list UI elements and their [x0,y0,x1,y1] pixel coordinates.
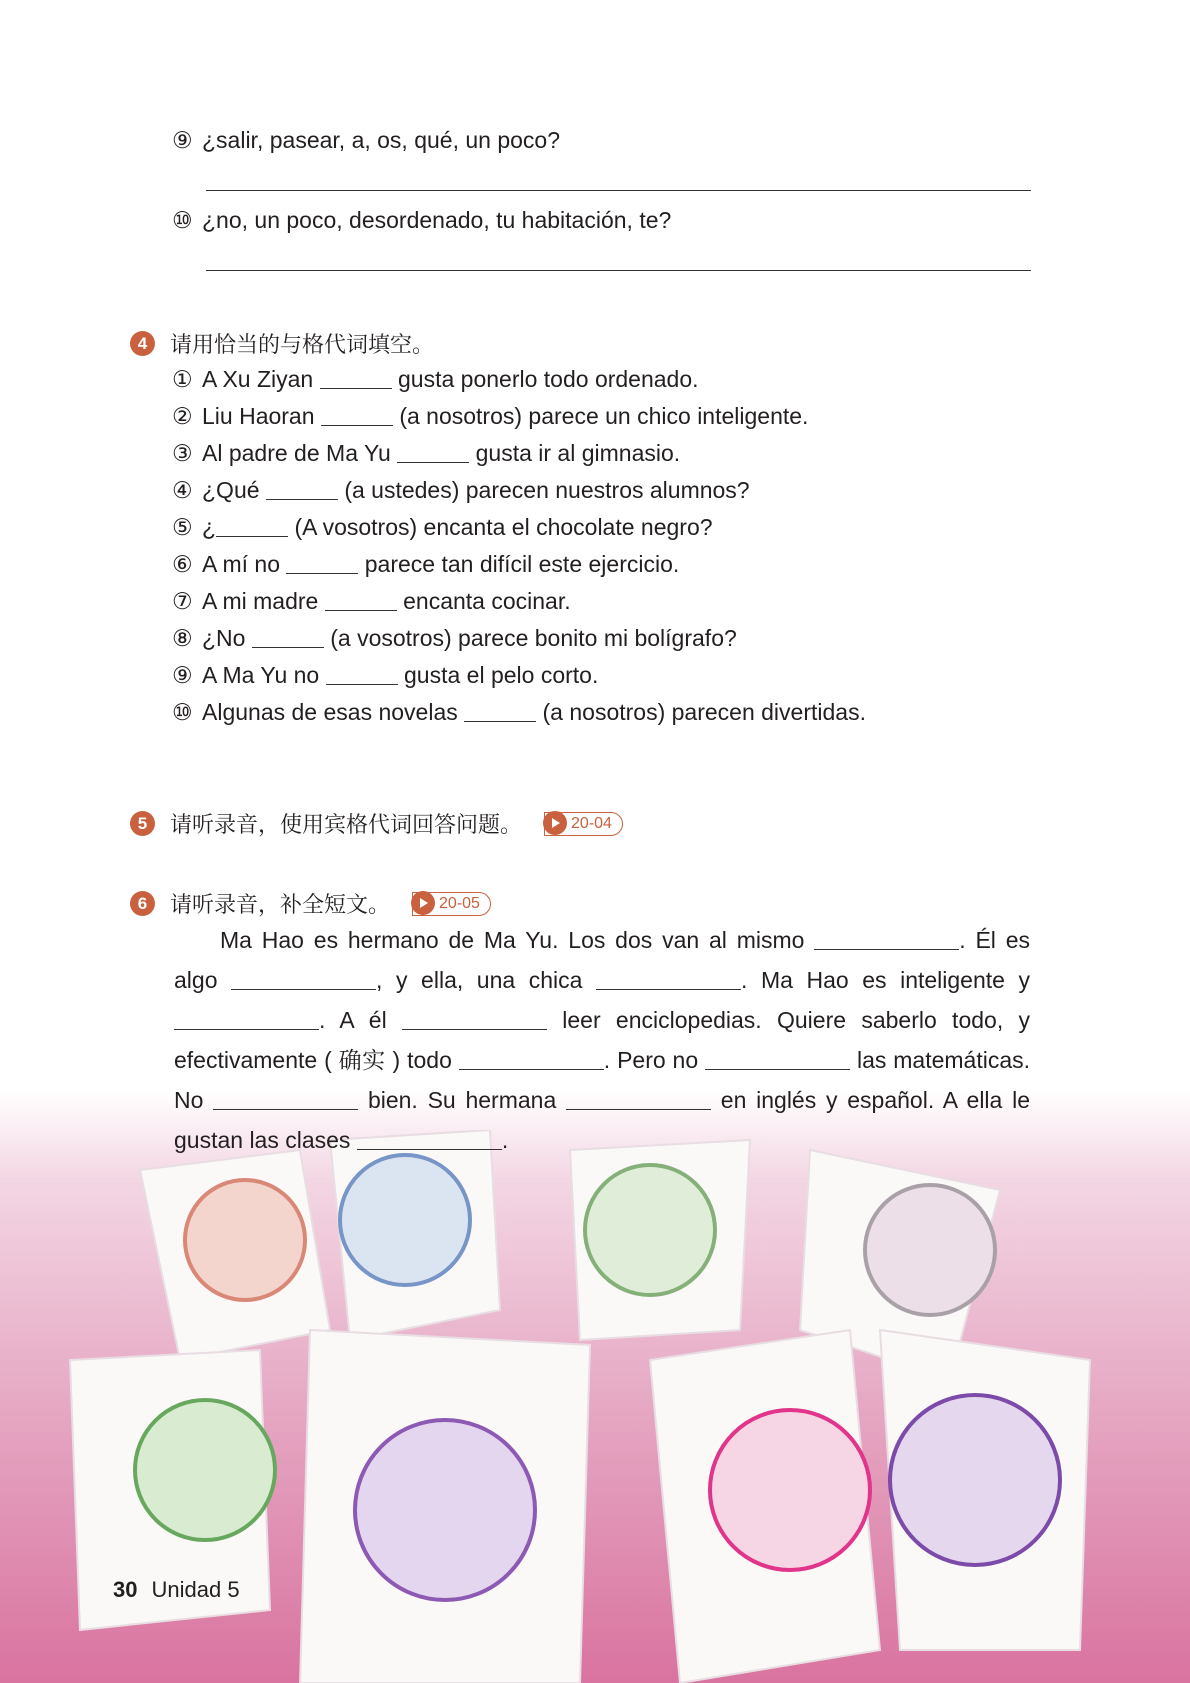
exercise-item [172,472,866,509]
item-number: ④ [172,477,193,503]
fill-in-blank[interactable] [321,402,393,426]
cloze-paragraph [174,920,1030,1160]
paragraph-text: . Ma Hao es inteligente y [741,967,1031,993]
exercise-item [172,398,866,435]
item-text-after: (a ustedes) parecen nuestros alumnos? [344,477,750,503]
fill-in-blank[interactable] [814,926,959,950]
item-text-before: A Xu Ziyan [202,366,314,392]
item-text-before: A mi madre [202,588,319,614]
fill-in-blank[interactable] [266,476,338,500]
item-text-before: ¿ [202,514,217,540]
answer-line[interactable] [206,190,1031,191]
item-number: ③ [172,440,193,466]
exercise-item [172,583,866,620]
fill-in-blank[interactable] [213,1086,358,1110]
fill-in-blank[interactable] [231,966,376,990]
item-number: ⑤ [172,514,193,540]
item-number: ⑦ [172,588,193,614]
fill-in-blank[interactable] [320,365,392,389]
exercise-item [172,694,866,731]
fill-in-blank[interactable] [566,1086,711,1110]
item-number: ② [172,403,193,429]
item-text-after: (A vosotros) encanta el chocolate negro? [294,514,713,540]
page-footer [113,1577,240,1603]
ex3-item-9 [172,122,560,159]
audio-track-button[interactable] [544,812,623,836]
fill-in-blank[interactable] [357,1126,502,1150]
paragraph-text: , y ella, una chica [376,967,583,993]
play-icon [543,811,567,835]
item-text-after: gusta ponerlo todo ordenado. [398,366,699,392]
fill-in-blank[interactable] [216,513,288,537]
fill-in-blank[interactable] [464,698,536,722]
fill-in-blank[interactable] [286,550,358,574]
exercise-item [172,546,866,583]
paragraph-text: . Él es algo [174,927,1031,993]
item-text-after: gusta el pelo corto. [404,662,599,688]
paragraph-text: . A él [319,1007,387,1033]
exercise-4-heading [130,328,434,359]
play-icon [411,891,435,915]
paragraph-text: . [501,1127,509,1153]
fill-in-blank[interactable] [325,587,397,611]
item-text-after: encanta cocinar. [403,588,571,614]
item-text-after: (a vosotros) parece bonito mi bolígrafo? [330,625,737,651]
item-number: ⑨ [172,662,193,688]
exercise-item [172,509,866,546]
item-text: ¿salir, pasear, a, os, qué, un poco? [202,127,561,153]
exercise-instruction: 请用恰当的与格代词填空。 [170,332,435,357]
audio-track-label: 20-04 [571,814,612,832]
item-number: ⑧ [172,625,193,651]
item-text-after: (a nosotros) parece un chico inteligente. [399,403,809,429]
exercise-item [172,620,866,657]
fill-in-blank[interactable] [402,1006,547,1030]
item-number: ① [172,366,193,392]
item-number: ⑨ [172,127,193,153]
item-text-after: parece tan difícil este ejercicio. [364,551,680,577]
page-number: 30 [113,1577,138,1602]
paragraph-text: las matemáticas. No [174,1047,1031,1113]
exercise-number-badge: 5 [130,811,155,836]
item-text: ¿no, un poco, desordenado, tu habitación, te? [202,207,672,233]
item-number: ⑩ [172,207,193,233]
exercise-4-items [172,361,866,731]
paragraph-text: bien. Su hermana [367,1087,557,1113]
fill-in-blank[interactable] [459,1046,604,1070]
fill-in-blank[interactable] [705,1046,850,1070]
item-text-before: Liu Haoran [202,403,315,429]
audio-track-label: 20-05 [439,894,480,912]
ex3-item-10 [172,202,671,239]
exercise-number-badge: 6 [130,891,155,916]
item-text-before: ¿No [202,625,246,651]
item-text-after: (a nosotros) parecen divertidas. [542,699,866,725]
fill-in-blank[interactable] [326,661,398,685]
paragraph-text: Ma Hao es hermano de Ma Yu. Los dos van al mismo [220,927,805,953]
exercise-item [172,657,866,694]
fill-in-blank[interactable] [397,439,469,463]
item-text-after: gusta ir al gimnasio. [475,440,681,466]
answer-line[interactable] [206,270,1031,271]
unit-label: Unidad 5 [151,1577,240,1602]
item-text-before: Algunas de esas novelas [202,699,458,725]
exercise-item [172,435,866,472]
item-text-before: A mí no [202,551,280,577]
fill-in-blank[interactable] [174,1006,319,1030]
item-text-before: A Ma Yu no [202,662,320,688]
fill-in-blank[interactable] [596,966,741,990]
paragraph-text: leer enciclopedias. Quiere saberlo todo, y efectivamente ( 确实 ) todo [174,1007,1030,1073]
exercise-number-badge: 4 [130,331,155,356]
item-text-before: ¿Qué [202,477,260,503]
item-number: ⑩ [172,699,193,725]
paragraph-text: . Pero no [603,1047,699,1073]
paragraph-text: en inglés y español. A ella le gustan las clases [174,1087,1030,1153]
audio-track-button[interactable] [412,892,491,916]
exercise-instruction: 请听录音，补全短文。 [170,892,391,917]
exercise-item [172,361,866,398]
fill-in-blank[interactable] [252,624,324,648]
exercise-6-heading [130,888,491,919]
exercise-instruction: 请听录音，使用宾格代词回答问题。 [170,812,523,837]
item-text-before: Al padre de Ma Yu [202,440,391,466]
exercise-5-heading [130,808,623,839]
item-number: ⑥ [172,551,193,577]
